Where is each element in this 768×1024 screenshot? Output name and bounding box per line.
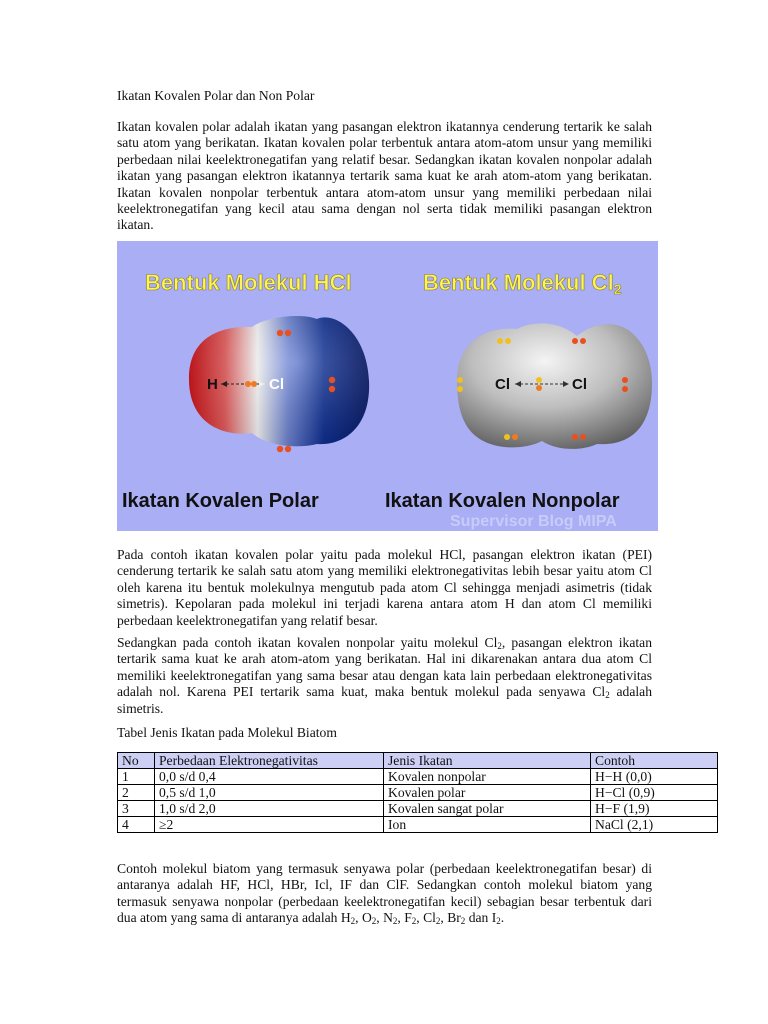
table-caption: Tabel Jenis Ikatan pada Molekul Biatom [117,725,337,740]
cell-no: 4 [118,817,155,833]
cell-en-difference: 0,5 s/d 1,0 [155,785,384,801]
header-bond-type: Jenis Ikatan [384,753,591,769]
cell-bond-type: Kovalen polar [384,785,591,801]
cell-example: H−F (1,9) [591,801,718,817]
cl2-cl1-label: Cl [495,376,510,393]
hcl-h-label: H [207,376,218,393]
document-title: Ikatan Kovalen Polar dan Non Polar [117,88,315,103]
cell-example: H−Cl (0,9) [591,785,718,801]
molecule-illustration [117,241,658,531]
hcl-cl-label: Cl [269,376,284,393]
header-example: Contoh [591,753,718,769]
cell-example: NaCl (2,1) [591,817,718,833]
bond-type-table [117,752,718,833]
right-caption: Ikatan Kovalen Nonpolar [385,490,620,512]
table-row [118,785,718,801]
paragraph-polar-example: Pada contoh ikatan kovalen polar yaitu pada molekul HCl, pasangan elektron ikatan (PEI) cenderung tertarik ke salah satu atom yang memiliki elektronegativitas lebih besar yaitu atom Cl oleh karena itu bentuk molekulnya mengutub pada atom Cl sehingga menjadi asimetris (tidak simetris). Kepolaran pada molekul ini terjadi karena antara atom H dan atom Cl memiliki perbedaan keelektronegatifan yang relatif besar. [117,547,652,628]
table-row [118,801,718,817]
paragraph-nonpolar-example: Sedangkan pada contoh ikatan kovalen nonpolar yaitu molekul $Cl_2$, pasangan elektron ikatan tertarik sama kuat ke arah atom-atom yang berikatan. Hal ini dikarenakan antara dua atom Cl memiliki keelektronegatifan yang sama besar atau dengan kata lain perbedaan elektronegativitas adalah nol. Karena PEI tertarik sama kuat, maka bentuk molekul pada senyawa $Cl_2$ adalah simetris. [117,635,652,716]
left-caption: Ikatan Kovalen Polar [122,490,319,512]
cl2-molecule [457,323,652,449]
cell-no: 2 [118,785,155,801]
paragraph-definition: Ikatan kovalen polar adalah ikatan yang pasangan elektron ikatannya cenderung tertarik ke salah satu atom yang berikatan. Ikatan kovalen polar terbentuk antara atom-atom unsur yang memiliki perbedaan nilai keelektronegatifan yang relatif besar. Sedangkan ikatan kovalen nonpolar adalah ikatan yang pasangan elektron ikatannya tertarik sama kuat ke arah atom-atom yang berikatan. Ikatan kovalen nonpolar terbentuk antara atom-atom unsur yang memiliki perbedaan nilai keelektronegatifan yang kecil atau sama dengan nol serta tidak memiliki pasangan elektron ikatan. [117,119,652,233]
table-row [118,817,718,833]
header-no: No [118,753,155,769]
watermark-text: Supervisor Blog MIPA [450,513,617,530]
cell-example: H−H (0,0) [591,769,718,785]
cell-en-difference: 1,0 s/d 2,0 [155,801,384,817]
left-title: Bentuk Molekul HCl [145,270,352,295]
cell-no: 1 [118,769,155,785]
paragraph-diatomic-examples: Contoh molekul biatom yang termasuk senyawa polar (perbedaan keelektronegatifan besar) di antaranya adalah HF, HCl, HBr, Icl, IF dan ClF. Sedangkan contoh molekul biatom yang termasuk senyawa nonpolar (perbedaan keelektronegatifan kecil) sebagian besar terbentuk dari dua atom yang sama di antaranya adalah $H_2$, $O_2$, $N_2$, $F_2$, $Cl_2$, $Br_2$ dan $I_2$. [117,861,652,927]
cell-bond-type: Ion [384,817,591,833]
molecule-figure [117,241,658,531]
cl2-cl2-label: Cl [572,376,587,393]
cell-en-difference: ≥2 [155,817,384,833]
table-header-row [118,753,718,769]
hcl-molecule [189,316,369,452]
cell-no: 3 [118,801,155,817]
cell-bond-type: Kovalen nonpolar [384,769,591,785]
header-en-difference: Perbedaan Elektronegativitas [155,753,384,769]
table-row [118,769,718,785]
cell-bond-type: Kovalen sangat polar [384,801,591,817]
cell-en-difference: 0,0 s/d 0,4 [155,769,384,785]
right-title: Bentuk Molekul Cl2 [423,270,622,297]
